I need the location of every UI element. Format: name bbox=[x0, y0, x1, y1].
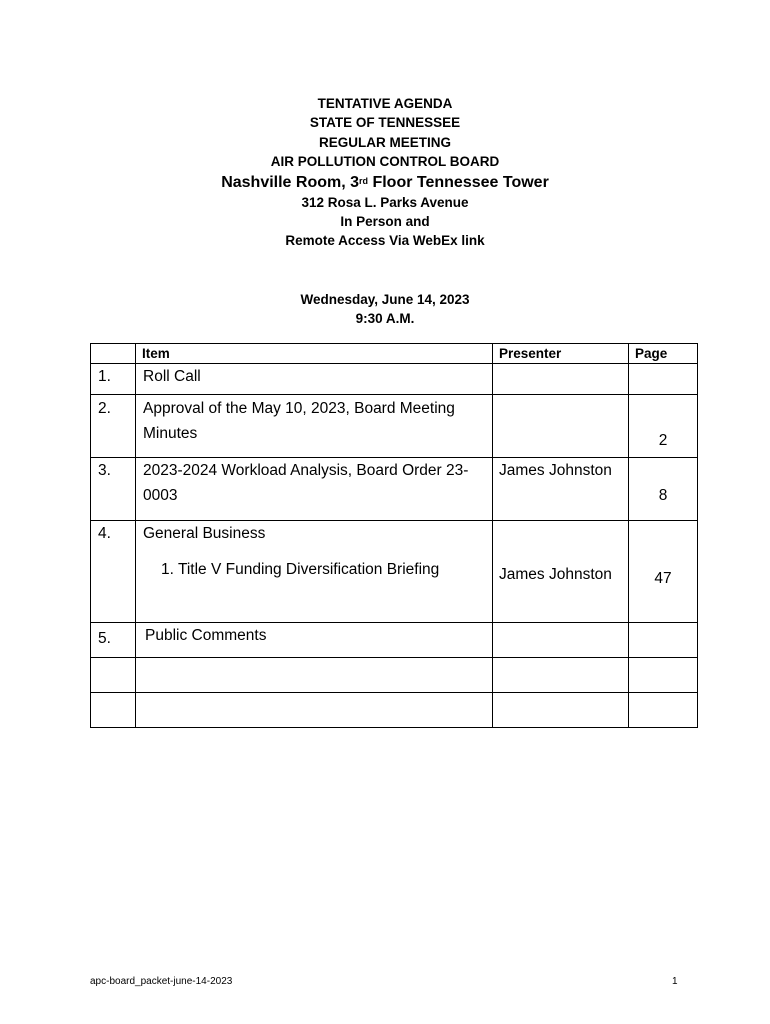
table-row-empty bbox=[91, 693, 698, 728]
row-item: Public Comments bbox=[136, 623, 493, 658]
row-presenter bbox=[493, 395, 629, 458]
in-person: In Person and bbox=[340, 214, 430, 230]
table-header-row bbox=[91, 344, 698, 364]
empty-cell bbox=[91, 693, 136, 728]
header-page: Page bbox=[629, 344, 698, 364]
table-row bbox=[91, 458, 698, 521]
row-number: 1. bbox=[91, 364, 136, 395]
row-item-line-1: Approval of the May 10, 2023, Board Meeting bbox=[143, 400, 455, 417]
table-row bbox=[91, 521, 698, 623]
table-row bbox=[91, 364, 698, 395]
agenda-header bbox=[0, 94, 770, 329]
room-suffix: Floor Tennessee Tower bbox=[368, 173, 549, 191]
row-item bbox=[136, 395, 493, 458]
empty-cell bbox=[136, 658, 493, 693]
row-page: 47 bbox=[629, 521, 698, 623]
room-superscript: rd bbox=[359, 175, 369, 186]
empty-cell bbox=[493, 658, 629, 693]
title-line-3: REGULAR MEETING bbox=[318, 134, 451, 150]
header-presenter: Presenter bbox=[493, 344, 629, 364]
empty-cell bbox=[91, 658, 136, 693]
row-number: 2. bbox=[91, 395, 136, 458]
meeting-time: 9:30 A.M. bbox=[355, 311, 415, 327]
title-line-4: AIR POLLUTION CONTROL BOARD bbox=[270, 154, 500, 170]
table-row bbox=[91, 623, 698, 658]
room-prefix: Nashville Room, 3 bbox=[221, 173, 360, 191]
table-row-empty bbox=[91, 658, 698, 693]
row-item-line-2: Minutes bbox=[143, 425, 198, 442]
title-line-1: TENTATIVE AGENDA bbox=[317, 96, 453, 111]
row-item-line-1: 2023-2024 Workload Analysis, Board Order 23- bbox=[143, 462, 469, 479]
row-presenter bbox=[493, 364, 629, 395]
row-subitem: 1. Title V Funding Diversification Briefing bbox=[161, 561, 440, 578]
row-page: 2 bbox=[629, 395, 698, 458]
header-num bbox=[91, 344, 136, 364]
row-page: 8 bbox=[629, 458, 698, 521]
table-row bbox=[91, 395, 698, 458]
footer-page-number: 1 bbox=[672, 976, 678, 987]
row-number: 3. bbox=[91, 458, 136, 521]
row-presenter: James Johnston bbox=[493, 458, 629, 521]
row-page bbox=[629, 623, 698, 658]
row-number: 4. bbox=[91, 521, 136, 623]
agenda-table bbox=[90, 343, 698, 728]
row-number: 5. bbox=[91, 623, 136, 658]
empty-cell bbox=[493, 693, 629, 728]
meeting-room bbox=[0, 172, 770, 193]
title-line-2: STATE OF TENNESSEE bbox=[309, 115, 461, 131]
row-item bbox=[136, 458, 493, 521]
remote-access: Remote Access Via WebEx link bbox=[285, 233, 485, 249]
row-item-line-2: 0003 bbox=[143, 487, 178, 504]
row-page bbox=[629, 364, 698, 395]
meeting-date: Wednesday, June 14, 2023 bbox=[300, 291, 470, 307]
empty-cell bbox=[629, 693, 698, 728]
empty-cell bbox=[136, 693, 493, 728]
row-item: Roll Call bbox=[136, 364, 493, 395]
row-presenter: James Johnston bbox=[493, 521, 629, 623]
row-item bbox=[136, 521, 493, 623]
row-presenter bbox=[493, 623, 629, 658]
row-item-title: General Business bbox=[143, 525, 266, 542]
address: 312 Rosa L. Parks Avenue bbox=[301, 194, 469, 210]
empty-cell bbox=[629, 658, 698, 693]
footer-filename: apc-board_packet-june-14-2023 bbox=[90, 976, 233, 987]
header-item: Item bbox=[136, 344, 493, 364]
